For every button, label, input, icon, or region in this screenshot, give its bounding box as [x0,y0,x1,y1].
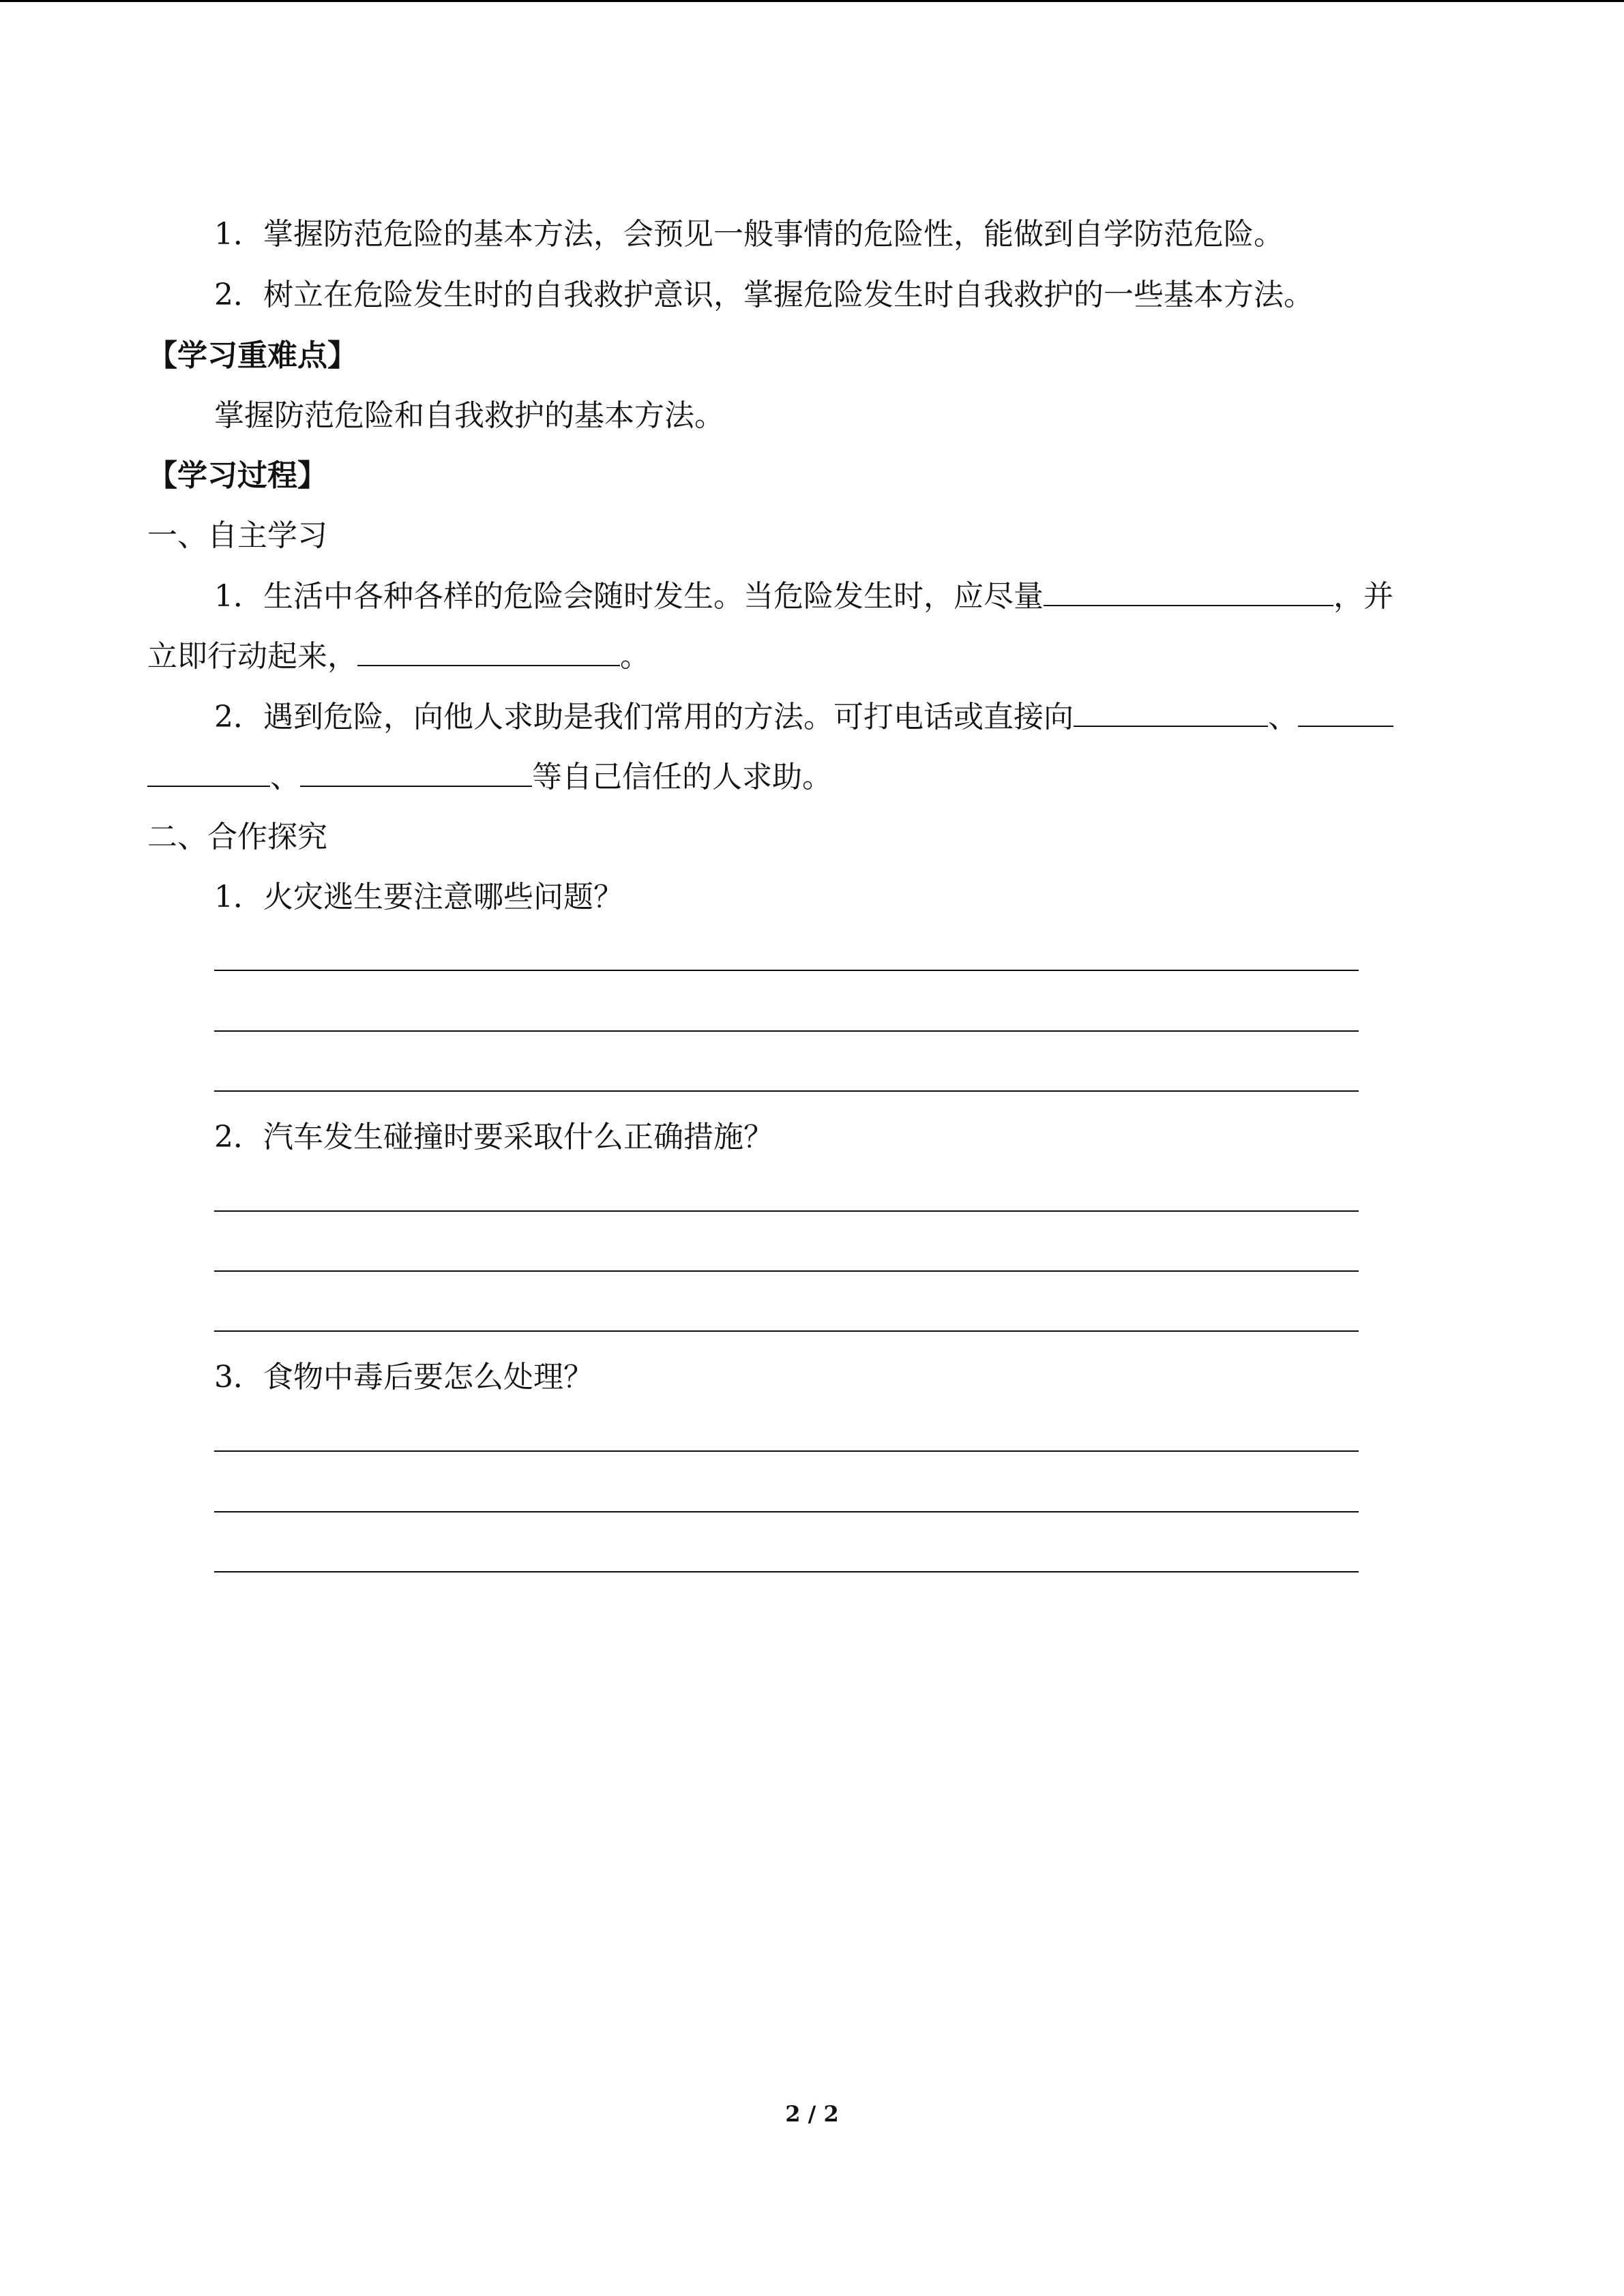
cooperative-question-1: 1．火灾逃生要注意哪些问题？ [214,880,623,914]
answer-line[interactable] [214,970,1359,971]
process-heading: 【学习过程】 [147,458,327,493]
q2-blank-2b[interactable] [147,758,270,787]
objective-1: 1．掌握防范危险的基本方法，会预见一般事情的危险性，能做到自学防范危险。 [214,217,1284,252]
top-rule [0,0,1624,2]
answer-line[interactable] [214,1330,1359,1332]
q2-blank-1[interactable] [1074,698,1268,727]
q1-text-4: 。 [620,639,650,674]
self-study-q1-line2 [147,636,650,677]
answer-line[interactable] [214,1090,1359,1092]
q1-text-1: 1．生活中各种各样的危险会随时发生。当危险发生时，应尽量 [214,579,1044,614]
q2-sep-1: 、 [1268,700,1298,734]
answer-line[interactable] [214,1571,1359,1572]
answer-line[interactable] [214,1270,1359,1272]
q1-blank-1[interactable] [1044,578,1333,606]
q2-text-1: 2．遇到危险，向他人求助是我们常用的方法。可打电话或直接向 [214,700,1074,734]
key-points-text: 掌握防范危险和自我救护的基本方法。 [214,398,724,433]
answer-line[interactable] [214,1511,1359,1512]
cooperative-heading: 二、合作探究 [147,820,327,854]
q1-blank-2[interactable] [357,638,620,666]
answer-line[interactable] [214,1030,1359,1032]
page-number: 2 / 2 [785,2101,839,2127]
q1-text-2: ，并 [1333,579,1393,614]
objective-2: 2．树立在危险发生时的自我救护意识，掌握危险发生时自我救护的一些基本方法。 [214,278,1314,312]
key-points-heading: 【学习重难点】 [147,338,357,373]
q2-blank-2a[interactable] [1298,698,1393,727]
cooperative-question-2: 2．汽车发生碰撞时要采取什么正确措施？ [214,1120,773,1154]
self-study-heading: 一、自主学习 [147,518,327,553]
q2-tail: 等自己信任的人求助。 [532,760,832,794]
answer-line[interactable] [214,1450,1359,1452]
self-study-q2-line2 [147,757,832,798]
q2-sep-2: 、 [270,760,300,794]
q1-text-3: 立即行动起来， [147,639,357,674]
self-study-q2-line1 [214,697,1393,738]
self-study-q1-line1 [214,576,1393,617]
q2-blank-3[interactable] [300,758,532,787]
cooperative-question-3: 3．食物中毒后要怎么处理？ [214,1360,593,1395]
answer-line[interactable] [214,1210,1359,1212]
